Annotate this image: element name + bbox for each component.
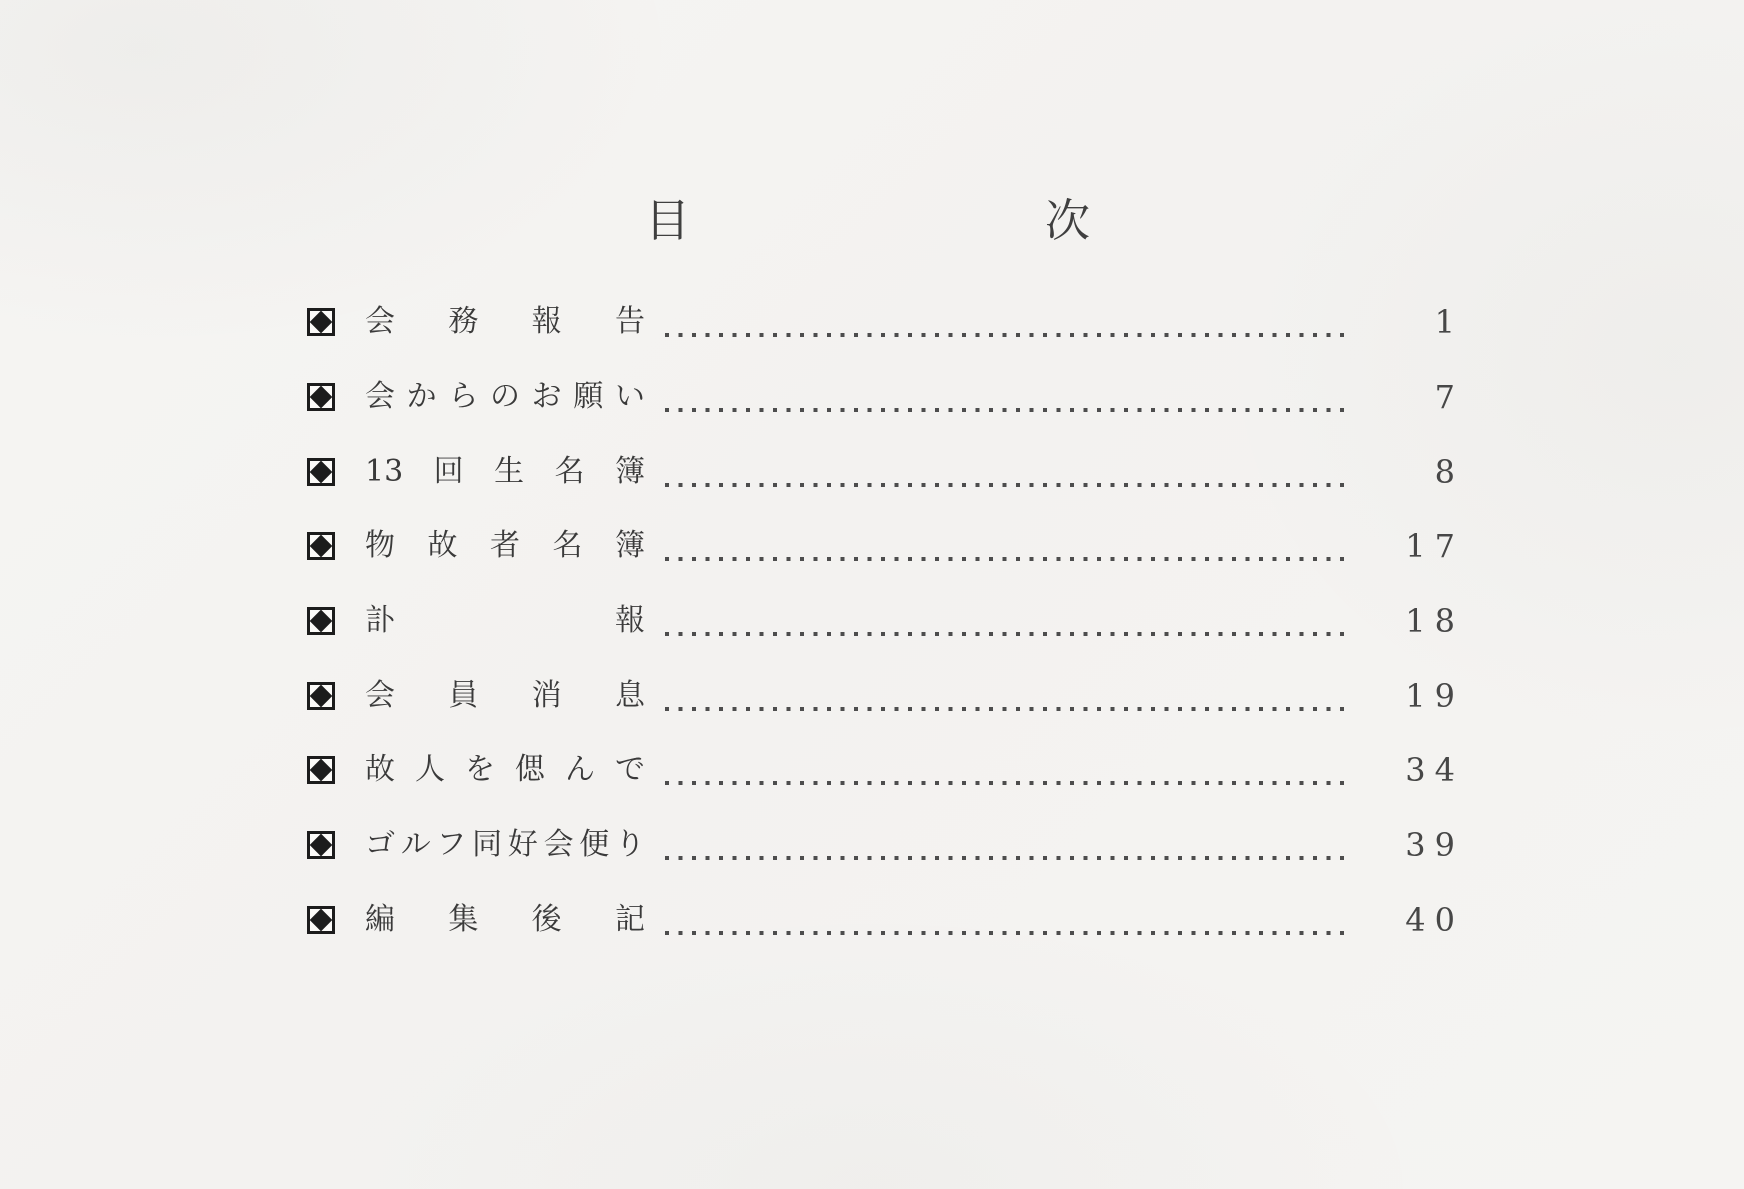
toc-list [307,285,1464,957]
dotted-leader [665,856,1344,860]
toc-entry-page-number: 8 [1434,452,1464,491]
toc-entry [307,285,1464,360]
diamond-shape [310,909,333,932]
toc-entry-page-number: 7 [1434,378,1464,417]
diamond-bullet-icon [307,458,335,486]
diamond-shape [310,834,333,857]
toc-entry [307,509,1464,584]
toc-entry [307,808,1464,883]
dotted-leader [665,931,1344,935]
diamond-bullet-icon [307,682,335,710]
dotted-leader [665,632,1344,636]
dotted-leader [665,408,1344,412]
diamond-bullet-icon [307,906,335,934]
page-title [645,194,1090,247]
toc-entry [307,360,1464,435]
diamond-bullet-icon [307,383,335,411]
diamond-bullet-icon [307,831,335,859]
toc-entry-title: ゴルフ同好会便り [365,827,645,863]
toc-entry-title: 訃報 [365,603,645,639]
toc-entry-page-number: 34 [1405,751,1464,790]
dotted-leader [665,483,1344,487]
diamond-shape [310,460,333,483]
diamond-shape [310,610,333,633]
toc-entry-page-number: 39 [1405,826,1464,865]
toc-entry [307,584,1464,659]
diamond-shape [310,311,333,334]
diamond-bullet-icon [307,607,335,635]
toc-entry-title: 会員消息 [365,677,645,713]
toc-entry-title: 故人を偲んで [365,752,645,788]
toc-entry [307,733,1464,808]
dotted-leader [665,781,1344,785]
diamond-bullet-icon [307,308,335,336]
diamond-shape [310,386,333,409]
diamond-bullet-icon [307,532,335,560]
toc-entry-page-number: 40 [1405,900,1464,939]
toc-entry-title: 会務報告 [365,304,645,340]
page-title-char: 目 [645,194,691,247]
toc-entry-title: 編集後記 [365,901,645,937]
toc-entry-page-number: 1 [1434,303,1464,342]
toc-entry [307,658,1464,733]
toc-entry-page-number: 19 [1405,676,1464,715]
diamond-shape [310,759,333,782]
toc-entry-page-number: 18 [1405,602,1464,641]
toc-entry [307,434,1464,509]
dotted-leader [665,707,1344,711]
toc-entry [307,883,1464,958]
diamond-bullet-icon [307,756,335,784]
toc-entry-title: 13回生名簿 [365,453,645,489]
toc-entry-title: 会からのお願い [365,379,645,415]
toc-entry-title: 物故者名簿 [365,528,645,564]
diamond-shape [310,535,333,558]
page-title-char: 次 [1044,194,1090,247]
dotted-leader [665,557,1344,561]
diamond-shape [310,684,333,707]
toc-entry-page-number: 17 [1405,527,1464,566]
dotted-leader [665,333,1344,337]
